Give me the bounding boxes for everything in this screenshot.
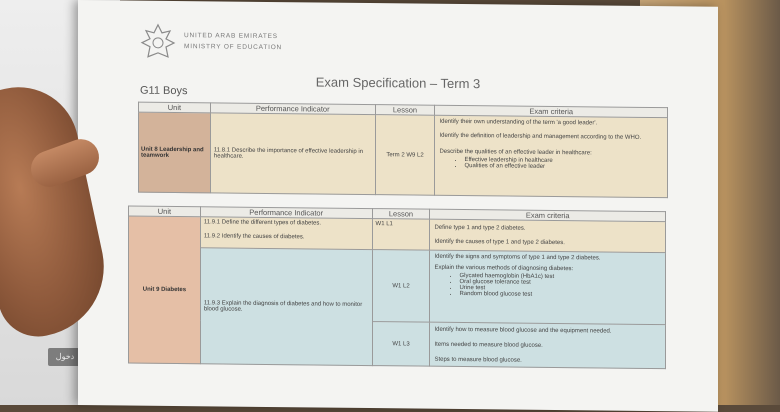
col-criteria: Exam criteria xyxy=(435,105,668,117)
criteria-cell xyxy=(430,250,666,324)
criteria-bullet: • Glycated haemoglobin (HbA1c) test xyxy=(459,273,664,281)
col-lesson: Lesson xyxy=(372,209,430,220)
criteria-bullet: • Effective leadership in healthcare xyxy=(464,157,666,165)
indicator-cell xyxy=(200,217,372,250)
col-unit: Unit xyxy=(129,206,201,217)
group-label: G11 Boys xyxy=(140,84,188,98)
criteria-item: Identify how to measure blood glucose and the equipment needed. xyxy=(434,326,612,335)
col-unit: Unit xyxy=(139,102,211,113)
criteria-item: Describe the qualities of an effective leader in healthcare: xyxy=(439,148,592,157)
col-indicator: Performance Indicator xyxy=(200,207,372,219)
criteria-item: Identify their own understanding of the term 'a good leader'. xyxy=(439,118,598,127)
spec-table-unit-8 xyxy=(138,102,668,199)
background-button: دخول xyxy=(48,348,82,366)
lesson-cell: W1 L1 xyxy=(372,219,430,251)
criteria-bullet: • Random blood glucose test xyxy=(459,291,664,299)
exam-specification-sheet xyxy=(78,0,718,412)
criteria-item: Identify the definition of leadership and management according to the WHO. xyxy=(439,132,642,141)
criteria-item: Items needed to measure blood glucose. xyxy=(434,341,543,349)
criteria-item: Define type 1 and type 2 diabetes. xyxy=(434,224,526,232)
country-name: UNITED ARAB EMIRATES xyxy=(184,32,278,41)
criteria-bullet: • Oral glucose tolerance test xyxy=(459,279,664,287)
criteria-cell xyxy=(435,115,668,197)
criteria-item: Identify the causes of type 1 and type 2 diabetes. xyxy=(434,238,565,247)
lesson-cell: W1 L3 xyxy=(372,322,430,367)
spec-table-unit-9 xyxy=(128,206,666,370)
criteria-bullet: • Qualities of an effective leader xyxy=(464,163,666,171)
col-indicator: Performance Indicator xyxy=(210,103,375,115)
col-criteria: Exam criteria xyxy=(430,209,666,221)
criteria-cell xyxy=(430,219,666,252)
indicator-cell: 11.9.3 Explain the diagnosis of diabetes and how to monitor blood glucose. xyxy=(200,248,372,366)
uae-emblem-icon xyxy=(140,23,176,63)
ministry-name: MINISTRY OF EDUCATION xyxy=(184,43,283,52)
criteria-item: Explain the various methods of diagnosing diabetes: xyxy=(434,264,574,273)
indicator-cell: 11.8.1 Describe the importance of effective leadership in healthcare. xyxy=(210,113,375,195)
unit-cell: Unit 8 Leadership and teamwork xyxy=(139,112,211,193)
criteria-bullet: • Urine test xyxy=(459,285,664,293)
criteria-cell xyxy=(430,322,666,368)
indicator-text: 11.9.2 Identify the causes of diabetes. xyxy=(203,233,305,241)
unit-cell: Unit 9 Diabetes xyxy=(129,216,201,364)
lesson-cell: Term 2 W9 L2 xyxy=(375,115,435,196)
col-lesson: Lesson xyxy=(375,105,435,116)
indicator-text: 11.9.1 Define the different types of diabetes. xyxy=(203,219,322,227)
lesson-cell: W1 L2 xyxy=(372,250,430,323)
page-title: Exam Specification – Term 3 xyxy=(315,74,481,92)
criteria-item: Steps to measure blood glucose. xyxy=(434,356,522,364)
ministry-header xyxy=(184,30,282,53)
criteria-item: Identify the signs and symptoms of type 1 and type 2 diabetes. xyxy=(434,253,601,262)
